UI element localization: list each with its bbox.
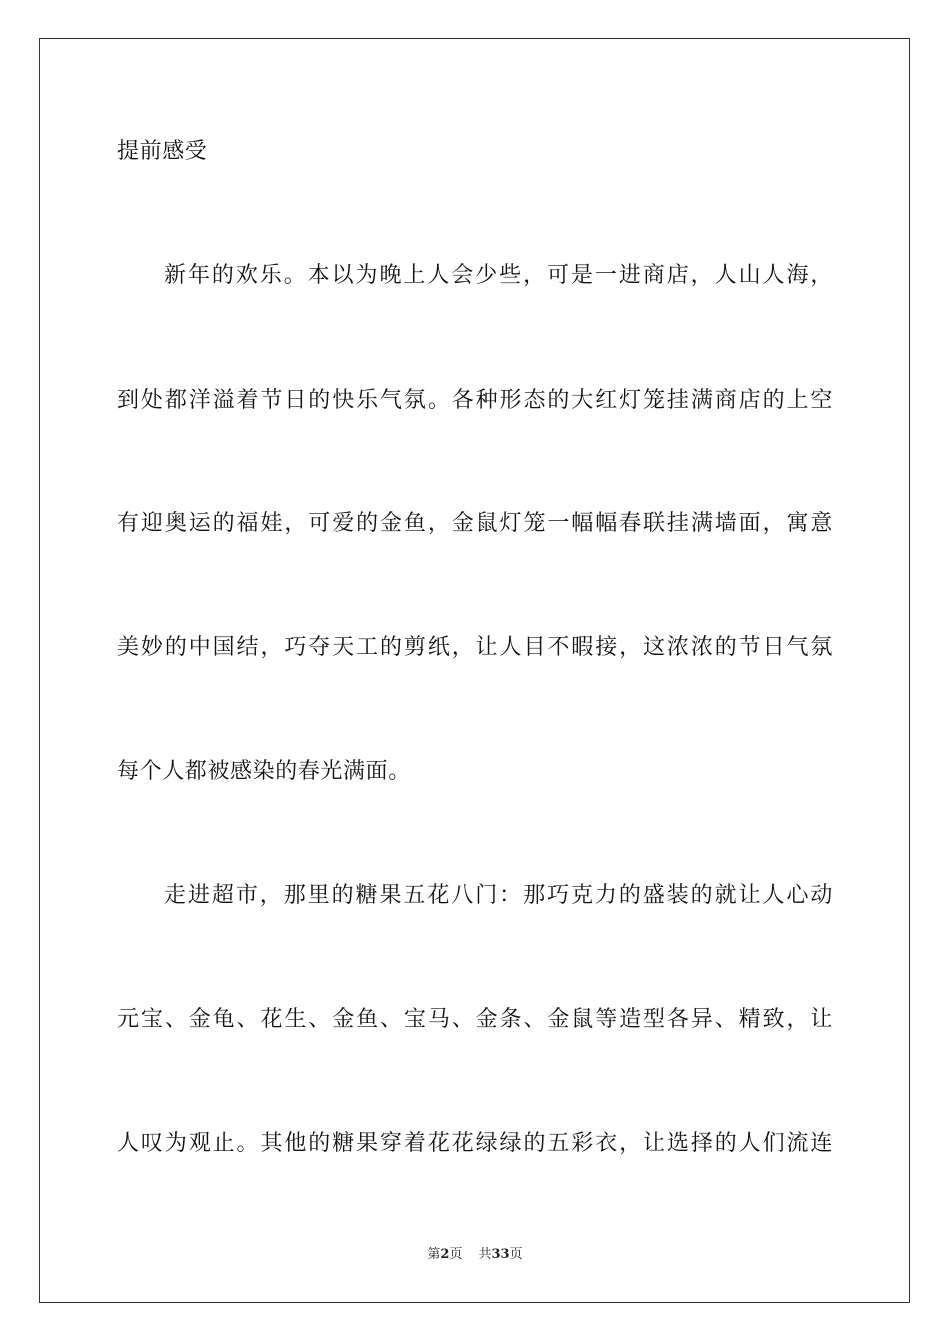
- page-footer: [0, 1246, 950, 1264]
- total-pages: 33: [491, 1247, 510, 1262]
- text-line-4: 有迎奥运的福娃，可爱的金鱼，金鼠灯笼一幅幅春联挂满墙面，寓意: [117, 511, 833, 536]
- page-number: 2: [440, 1247, 450, 1262]
- text-line-7: 走进超市，那里的糖果五花八门：那巧克力的盛装的就让人心动: [164, 883, 833, 908]
- page-suffix: 页: [449, 1247, 463, 1262]
- text-line-2: 新年的欢乐。本以为晚上人会少些，可是一进商店，人山人海，: [164, 263, 833, 288]
- text-line-1: 提前感受: [117, 139, 208, 164]
- total-suffix: 页: [509, 1247, 523, 1262]
- total-prefix: 共: [478, 1247, 492, 1262]
- text-line-8: 元宝、金龟、花生、金鱼、宝马、金条、金鼠等造型各异、精致，让: [117, 1007, 833, 1032]
- page-prefix: 第: [427, 1247, 441, 1262]
- text-line-6: 每个人都被感染的春光满面。: [117, 759, 411, 784]
- text-line-3: 到处都洋溢着节日的快乐气氛。各种形态的大红灯笼挂满商店的上空: [117, 388, 833, 413]
- text-line-9: 人叹为观止。其他的糖果穿着花花绿绿的五彩衣，让选择的人们流连: [117, 1131, 833, 1156]
- page-border: [39, 38, 910, 1303]
- text-line-5: 美妙的中国结，巧夺天工的剪纸，让人目不暇接，这浓浓的节日气氛: [117, 635, 833, 660]
